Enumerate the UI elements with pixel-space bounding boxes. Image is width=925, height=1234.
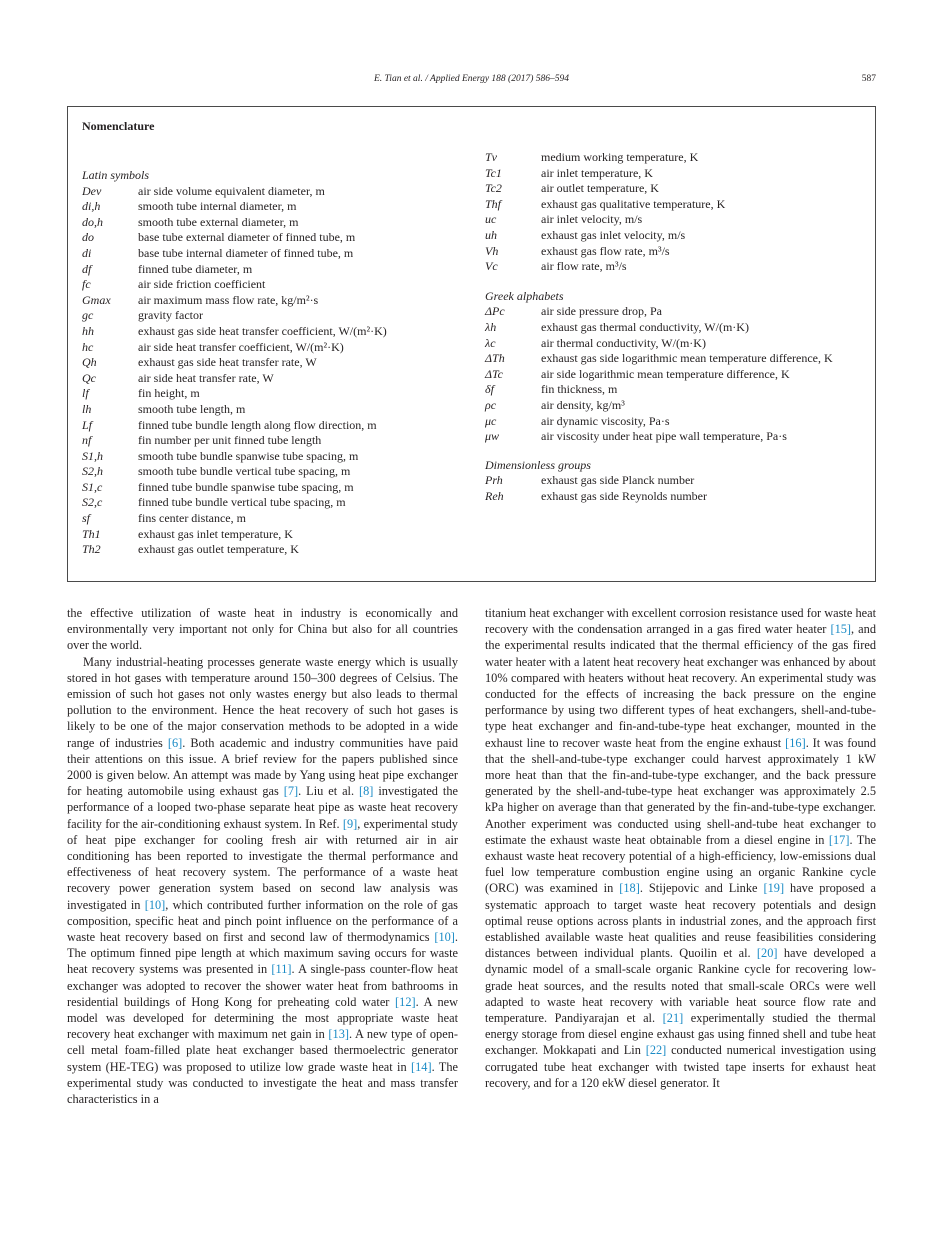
nomenclature-entry bbox=[485, 259, 865, 275]
citation-link[interactable]: [12] bbox=[395, 994, 416, 1009]
nomenclature-symbol: Vc bbox=[485, 259, 498, 274]
nomenclature-description: fin height, m bbox=[138, 386, 200, 401]
citation-link[interactable]: [20] bbox=[756, 946, 778, 961]
nomenclature-description: base tube external diameter of finned tube, m bbox=[138, 230, 356, 245]
nomenclature-description: air inlet velocity, m/s bbox=[541, 212, 643, 227]
body-text: . Liu et al. bbox=[298, 784, 359, 799]
nomenclature-symbol: sf bbox=[82, 511, 91, 526]
body-text: investigated the performance of a looped two-phase separate heat pipe as waste heat recovery facility for the air-conditioning exhaust system. In Ref. bbox=[67, 784, 458, 831]
nomenclature-description: exhaust gas thermal conductivity, W/(m·K) bbox=[541, 319, 749, 334]
body-text: . A new type of open-cell metal foam-filled plate heat exchanger based thermoelectric generator system (HE-TEG) was proposed to utilize low grade waste heat in bbox=[67, 1027, 458, 1074]
citation-link[interactable]: [6] bbox=[167, 735, 183, 750]
dimensionless-groups-list bbox=[485, 473, 865, 504]
nomenclature-symbol: gc bbox=[82, 308, 94, 323]
body-text: , and the experimental results indicated that the thermal efficiency of the gas fired water heater with a latent heat recovery heat exchanger was enhanced by about 10% compared with heaters without heat recovery. An experimental study was conducted for the effects of increasing the back pressure on the engine performance by using two different types of heat exchangers, shell-and-tube-type heat exchanger and fin-and-tube-type heat exchanger, mounted in the exhaust line to recover waste heat from the engine exhaust bbox=[485, 622, 877, 750]
nomenclature-entry bbox=[82, 386, 462, 402]
nomenclature-entry bbox=[82, 418, 462, 434]
body-text: . A single-pass counter-flow heat exchanger was adopted to recover the shower water heat from bathrooms in residential buildings of Hong Kong for preheating cold water bbox=[67, 962, 458, 1009]
citation-link[interactable]: [9] bbox=[342, 816, 358, 831]
nomenclature-entry bbox=[82, 464, 462, 480]
nomenclature-description: finned tube bundle spanwise tube spacing, m bbox=[138, 479, 354, 494]
nomenclature-entry bbox=[485, 489, 865, 505]
nomenclature-description: exhaust gas side Reynolds number bbox=[541, 488, 707, 503]
body-text-right-column bbox=[485, 605, 876, 1091]
nomenclature-description: air density, kg/m³ bbox=[541, 397, 625, 412]
citation-link[interactable]: [8] bbox=[359, 784, 374, 799]
nomenclature-entry bbox=[82, 184, 462, 200]
citation-link[interactable]: [10] bbox=[144, 897, 166, 912]
nomenclature-entry bbox=[82, 371, 462, 387]
running-header bbox=[67, 74, 876, 88]
nomenclature-description: gravity factor bbox=[138, 308, 203, 323]
nomenclature-entry bbox=[82, 449, 462, 465]
nomenclature-title: Nomenclature bbox=[82, 119, 155, 133]
nomenclature-entry bbox=[82, 246, 462, 262]
body-text: the effective utilization of waste heat in industry is economically and environmentally very important not only for China but also for all countries over the world. bbox=[67, 606, 458, 653]
nomenclature-description: finned tube bundle length along flow direction, m bbox=[138, 417, 377, 432]
citation-link[interactable]: [16] bbox=[785, 735, 806, 750]
citation-link[interactable]: [7] bbox=[283, 784, 299, 799]
nomenclature-description: smooth tube bundle vertical tube spacing, m bbox=[138, 464, 351, 479]
nomenclature-symbol: δf bbox=[485, 382, 494, 397]
citation-link[interactable]: [14] bbox=[411, 1059, 432, 1074]
citation-link[interactable]: [18] bbox=[619, 881, 640, 896]
citation-link[interactable]: [21] bbox=[662, 1011, 684, 1026]
nomenclature-entry bbox=[82, 230, 462, 246]
latin-symbols-list bbox=[82, 184, 462, 558]
body-text: . Stijepovic and Linke bbox=[639, 881, 764, 896]
nomenclature-description: air maximum mass flow rate, kg/m²·s bbox=[138, 292, 319, 307]
nomenclature-entry bbox=[82, 293, 462, 309]
nomenclature-symbol: uh bbox=[485, 227, 497, 242]
body-text: have proposed a systematic approach to target waste heat recovery potentials and design optimal reuse options across plants in industrial zones, and the approach first established available waste heat qualities and reuse feasibilities considering distances between individual plants. Quoilin et al. bbox=[485, 881, 876, 961]
nomenclature-description: smooth tube external diameter, m bbox=[138, 214, 299, 229]
nomenclature-description: exhaust gas inlet velocity, m/s bbox=[541, 227, 686, 242]
nomenclature-description: air side pressure drop, Pa bbox=[541, 304, 662, 319]
nomenclature-symbol: fc bbox=[82, 277, 91, 292]
nomenclature-entry bbox=[485, 367, 865, 383]
nomenclature-symbol: ΔPc bbox=[485, 304, 505, 319]
nomenclature-description: exhaust gas outlet temperature, K bbox=[138, 542, 299, 557]
nomenclature-symbol: ΔTc bbox=[485, 366, 503, 381]
nomenclature-entry bbox=[485, 166, 865, 182]
nomenclature-symbol: lf bbox=[82, 386, 89, 401]
body-paragraph bbox=[67, 654, 458, 1108]
greek-alphabets-heading: Greek alphabets bbox=[485, 288, 564, 303]
body-text: . A new model was developed for determining the most appropriate waste heat recovery heat exchanger with maximum net gain in bbox=[67, 994, 459, 1042]
body-text: conducted numerical investigation using corrugated tube heat exchanger with twisted tape inserts for exhaust heat recovery, and for a 120 ekW diesel generator. It bbox=[485, 1043, 877, 1090]
citation-link[interactable]: [19] bbox=[763, 881, 785, 896]
nomenclature-symbol: do bbox=[82, 230, 94, 245]
nomenclature-symbol: di bbox=[82, 245, 92, 260]
citation-link[interactable]: [15] bbox=[830, 622, 852, 637]
nomenclature-symbol: Vh bbox=[485, 243, 499, 258]
nomenclature-symbol: μc bbox=[485, 413, 497, 428]
citation-link[interactable]: [11] bbox=[271, 962, 292, 977]
nomenclature-description: exhaust gas side logarithmic mean temperature difference, K bbox=[541, 351, 833, 366]
nomenclature-symbol: Reh bbox=[485, 488, 504, 503]
body-text: . The exhaust waste heat recovery potential of a high-efficiency, low-emissions dual fuel low temperature combustion engine using an organic Rankine cycle (ORC) was examined in bbox=[485, 832, 876, 896]
nomenclature-entry bbox=[485, 320, 865, 336]
nomenclature-symbol: Qc bbox=[82, 370, 96, 385]
citation-link[interactable]: [17] bbox=[828, 832, 850, 847]
nomenclature-entry bbox=[82, 480, 462, 496]
nomenclature-symbol: lh bbox=[82, 401, 92, 416]
citation-link[interactable]: [22] bbox=[645, 1043, 667, 1058]
body-paragraph bbox=[67, 605, 458, 654]
nomenclature-entry bbox=[485, 228, 865, 244]
nomenclature-symbol: nf bbox=[82, 433, 92, 448]
nomenclature-description: fins center distance, m bbox=[138, 511, 246, 526]
nomenclature-right-column bbox=[485, 150, 865, 504]
nomenclature-description: finned tube diameter, m bbox=[138, 261, 253, 276]
journal-citation: E. Tian et al. / Applied Energy 188 (2017) 586–594 bbox=[374, 74, 569, 84]
body-text: , experimental study of heat pipe exchanger for cooling fresh air with returned air in air conditioning has been reported to investigate the thermal performance and effectiveness of heat recovery system. The performance of a waste heat recovery power generation system based on second law analysis was investigated in bbox=[67, 816, 458, 912]
nomenclature-entry bbox=[82, 402, 462, 418]
nomenclature-symbol: Thf bbox=[485, 196, 502, 211]
body-text: experimentally studied the thermal energy storage from diesel engine exhaust gas using finned shell and tube heat exchanger. Mokkapati and Lin bbox=[485, 1011, 876, 1058]
nomenclature-entry bbox=[485, 351, 865, 367]
nomenclature-entry bbox=[485, 197, 865, 213]
body-text: . The optimum finned pipe length at which maximum saving occurs for waste heat recovery systems was presented in bbox=[67, 930, 458, 977]
nomenclature-description: medium working temperature, K bbox=[541, 150, 699, 164]
nomenclature-entry bbox=[485, 304, 865, 320]
body-paragraph bbox=[485, 605, 876, 1091]
nomenclature-symbol: ρc bbox=[485, 397, 497, 412]
nomenclature-description: air inlet temperature, K bbox=[541, 165, 653, 180]
nomenclature-description: exhaust gas side heat transfer coefficient, W/(m²·K) bbox=[138, 323, 387, 338]
nomenclature-symbol: di,h bbox=[82, 199, 101, 214]
nomenclature-symbol: μw bbox=[485, 429, 500, 444]
nomenclature-entry bbox=[485, 414, 865, 430]
body-text: titanium heat exchanger with excellent corrosion resistance used for waste heat recovery with the condensation arranged in a gas fired water heater bbox=[485, 606, 876, 637]
nomenclature-entry bbox=[82, 262, 462, 278]
latin-symbols-heading: Latin symbols bbox=[82, 168, 150, 182]
nomenclature-description: air side volume equivalent diameter, m bbox=[138, 183, 325, 198]
nomenclature-symbol: Th1 bbox=[82, 526, 101, 541]
nomenclature-left-column bbox=[82, 168, 462, 558]
nomenclature-description: exhaust gas flow rate, m³/s bbox=[541, 243, 670, 258]
nomenclature-description: air thermal conductivity, W/(m·K) bbox=[541, 335, 706, 350]
body-text: . The experimental study was conducted to investigate the heat and mass transfer characteristics in a bbox=[67, 1059, 458, 1107]
nomenclature-entry bbox=[82, 542, 462, 558]
nomenclature-symbol: Gmax bbox=[82, 292, 111, 307]
nomenclature-description: air side heat transfer rate, W bbox=[138, 370, 274, 385]
page-number: 587 bbox=[861, 74, 876, 84]
nomenclature-symbol: Tv bbox=[485, 150, 497, 164]
nomenclature-entry bbox=[82, 355, 462, 371]
nomenclature-entry bbox=[485, 181, 865, 197]
nomenclature-symbol: hh bbox=[82, 323, 94, 338]
nomenclature-symbol: λh bbox=[485, 319, 497, 334]
nomenclature-symbol: ΔTh bbox=[485, 351, 505, 366]
body-text-left-column bbox=[67, 605, 458, 1107]
nomenclature-entry bbox=[82, 433, 462, 449]
nomenclature-symbol: S1,h bbox=[82, 448, 103, 463]
greek-alphabets-list bbox=[485, 304, 865, 444]
nomenclature-description: air dynamic viscosity, Pa·s bbox=[541, 413, 670, 428]
nomenclature-description: fin thickness, m bbox=[541, 382, 618, 397]
nomenclature-box bbox=[67, 106, 876, 582]
citation-link[interactable]: [13] bbox=[328, 1027, 349, 1042]
nomenclature-symbol: hc bbox=[82, 339, 94, 354]
nomenclature-entry bbox=[485, 212, 865, 228]
nomenclature-entry bbox=[485, 244, 865, 260]
nomenclature-description: smooth tube internal diameter, m bbox=[138, 199, 297, 214]
nomenclature-description: exhaust gas qualitative temperature, K bbox=[541, 196, 726, 211]
nomenclature-entry bbox=[82, 277, 462, 293]
nomenclature-symbol: S1,c bbox=[82, 479, 103, 494]
nomenclature-symbol: Qh bbox=[82, 355, 97, 370]
nomenclature-entry bbox=[82, 495, 462, 511]
body-text: , which contributed further information on the role of gas composition, specific heat and pinch point influence on the performance of a waste heat recovery based on first and second law of thermodynamics bbox=[67, 897, 458, 945]
nomenclature-description: air side heat transfer coefficient, W/(m²·K) bbox=[138, 339, 344, 354]
nomenclature-entry bbox=[485, 429, 865, 445]
latin-symbols-continued-list bbox=[485, 150, 865, 275]
nomenclature-description: smooth tube length, m bbox=[138, 401, 246, 416]
nomenclature-symbol: Tc2 bbox=[485, 181, 502, 196]
nomenclature-entry bbox=[82, 199, 462, 215]
nomenclature-entry bbox=[485, 473, 865, 489]
nomenclature-entry bbox=[82, 308, 462, 324]
nomenclature-symbol: Tc1 bbox=[485, 165, 502, 180]
nomenclature-entry bbox=[485, 150, 865, 166]
nomenclature-description: finned tube bundle vertical tube spacing, m bbox=[138, 495, 346, 510]
nomenclature-entry bbox=[82, 340, 462, 356]
nomenclature-symbol: Prh bbox=[485, 473, 503, 488]
nomenclature-symbol: do,h bbox=[82, 214, 103, 229]
nomenclature-entry bbox=[82, 527, 462, 543]
nomenclature-description: air outlet temperature, K bbox=[541, 181, 659, 196]
nomenclature-symbol: S2,c bbox=[82, 495, 103, 510]
nomenclature-description: fin number per unit finned tube length bbox=[138, 433, 322, 448]
body-text: . Both academic and industry communities have paid their attentions on this issue. A brief review for the papers published since 2000 is given below. An attempt was made by Yang using heat pipe exchanger for heating automobile using exhaust gas bbox=[67, 735, 458, 799]
nomenclature-symbol: S2,h bbox=[82, 464, 103, 479]
body-text: have developed a dynamic model of a small-scale organic Rankine cycle for recovering low-grade heat sources, and the results noted that small-scale ORCs were well adapted to waste heat recovery with variable heat source flow rate and temperature. Pandiyarajan et al. bbox=[485, 946, 876, 1026]
nomenclature-entry bbox=[485, 336, 865, 352]
nomenclature-description: air side logarithmic mean temperature difference, K bbox=[541, 366, 790, 381]
nomenclature-description: air flow rate, m³/s bbox=[541, 259, 627, 274]
nomenclature-symbol: uc bbox=[485, 212, 497, 227]
nomenclature-symbol: Th2 bbox=[82, 542, 101, 557]
nomenclature-description: air viscosity under heat pipe wall temperature, Pa·s bbox=[541, 429, 787, 444]
dimensionless-groups-heading: Dimensionless groups bbox=[485, 457, 591, 472]
body-text: Many industrial-heating processes generate waste energy which is usually stored in hot gases with temperature around 150–300 degrees of Celsius. The emission of such hot gases not only wastes energy but also leads to thermal pollution to the environment. Hence the heat recovery of such hot gases is likely to be one of the major conservation methods to be adopted in a wide range of industries bbox=[67, 654, 458, 750]
nomenclature-description: smooth tube bundle spanwise tube spacing, m bbox=[138, 448, 359, 463]
nomenclature-symbol: Dev bbox=[82, 183, 102, 198]
nomenclature-entry bbox=[82, 511, 462, 527]
nomenclature-symbol: λc bbox=[485, 335, 496, 350]
body-text: . It was found that the shell-and-tube-type exchanger could harvest approximately 1 kW more heat than that the fin-and-tube-type exchanger, and the back pressure generated by the shell-and-tube-type heat exchanger was approximately 2.5 kPa higher on average than that generated by the fin-and-tube-type exchanger. Another experiment was conducted using shell-and-tube heat exchanger to estimate the exhaust waste heat obtainable from a diesel engine in bbox=[485, 735, 876, 847]
nomenclature-symbol: Lf bbox=[82, 417, 93, 432]
nomenclature-description: exhaust gas inlet temperature, K bbox=[138, 526, 293, 541]
nomenclature-entry bbox=[485, 382, 865, 398]
nomenclature-entry bbox=[82, 215, 462, 231]
nomenclature-description: base tube internal diameter of finned tube, m bbox=[138, 245, 354, 260]
nomenclature-symbol: df bbox=[82, 261, 92, 276]
nomenclature-description: exhaust gas side Planck number bbox=[541, 473, 695, 488]
nomenclature-description: air side friction coefficient bbox=[138, 277, 266, 292]
nomenclature-entry bbox=[485, 398, 865, 414]
nomenclature-entry bbox=[82, 324, 462, 340]
nomenclature-description: exhaust gas side heat transfer rate, W bbox=[138, 355, 317, 370]
citation-link[interactable]: [10] bbox=[434, 930, 455, 945]
